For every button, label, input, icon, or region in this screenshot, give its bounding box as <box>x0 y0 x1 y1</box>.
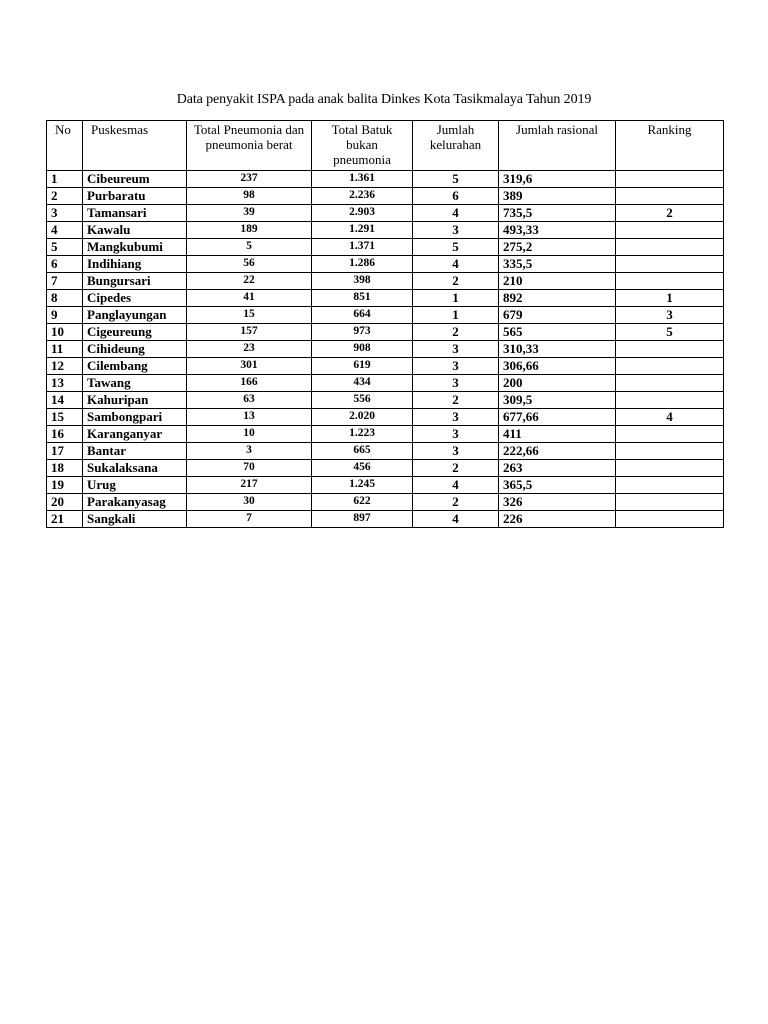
table-row <box>47 375 724 392</box>
cell-puskesmas: Cilembang <box>83 358 187 375</box>
table-row <box>47 409 724 426</box>
cell-jumlah-rasional: 319,6 <box>499 171 616 188</box>
cell-puskesmas: Cigeureung <box>83 324 187 341</box>
cell-ranking: 2 <box>616 205 724 222</box>
cell-no: 16 <box>47 426 83 443</box>
cell-puskesmas: Kahuripan <box>83 392 187 409</box>
cell-total-pneumonia: 23 <box>187 341 312 358</box>
cell-total-pneumonia: 189 <box>187 222 312 239</box>
table-row <box>47 494 724 511</box>
cell-jumlah-rasional: 263 <box>499 460 616 477</box>
cell-total-batuk: 2.020 <box>312 409 413 426</box>
table-row <box>47 239 724 256</box>
cell-no: 14 <box>47 392 83 409</box>
cell-total-pneumonia: 10 <box>187 426 312 443</box>
cell-total-pneumonia: 56 <box>187 256 312 273</box>
cell-ranking: 1 <box>616 290 724 307</box>
cell-total-pneumonia: 63 <box>187 392 312 409</box>
cell-total-pneumonia: 13 <box>187 409 312 426</box>
table-row <box>47 273 724 290</box>
cell-jumlah-kelurahan: 3 <box>413 375 499 392</box>
table-row <box>47 460 724 477</box>
cell-puskesmas: Mangkubumi <box>83 239 187 256</box>
cell-total-batuk: 556 <box>312 392 413 409</box>
cell-jumlah-rasional: 310,33 <box>499 341 616 358</box>
cell-puskesmas: Cihideung <box>83 341 187 358</box>
cell-puskesmas: Sambongpari <box>83 409 187 426</box>
table-row <box>47 324 724 341</box>
cell-total-batuk: 1.286 <box>312 256 413 273</box>
cell-puskesmas: Karanganyar <box>83 426 187 443</box>
cell-no: 19 <box>47 477 83 494</box>
table-row <box>47 477 724 494</box>
cell-total-batuk: 398 <box>312 273 413 290</box>
cell-total-batuk: 2.903 <box>312 205 413 222</box>
cell-total-pneumonia: 30 <box>187 494 312 511</box>
cell-total-pneumonia: 7 <box>187 511 312 528</box>
cell-puskesmas: Purbaratu <box>83 188 187 205</box>
table-row <box>47 188 724 205</box>
table-row <box>47 443 724 460</box>
cell-puskesmas: Cibeureum <box>83 171 187 188</box>
cell-jumlah-kelurahan: 4 <box>413 511 499 528</box>
cell-no: 6 <box>47 256 83 273</box>
cell-jumlah-kelurahan: 2 <box>413 273 499 290</box>
cell-total-batuk: 897 <box>312 511 413 528</box>
cell-jumlah-kelurahan: 3 <box>413 409 499 426</box>
cell-jumlah-rasional: 493,33 <box>499 222 616 239</box>
cell-jumlah-rasional: 200 <box>499 375 616 392</box>
cell-jumlah-rasional: 389 <box>499 188 616 205</box>
cell-jumlah-kelurahan: 4 <box>413 205 499 222</box>
cell-ranking <box>616 341 724 358</box>
cell-total-batuk: 908 <box>312 341 413 358</box>
cell-no: 17 <box>47 443 83 460</box>
cell-jumlah-rasional: 735,5 <box>499 205 616 222</box>
cell-puskesmas: Tamansari <box>83 205 187 222</box>
cell-jumlah-kelurahan: 3 <box>413 222 499 239</box>
table-row <box>47 392 724 409</box>
column-header-puskesmas: Puskesmas <box>83 121 187 171</box>
cell-ranking <box>616 494 724 511</box>
table-row <box>47 205 724 222</box>
cell-total-pneumonia: 237 <box>187 171 312 188</box>
cell-puskesmas: Bungursari <box>83 273 187 290</box>
table-row <box>47 358 724 375</box>
cell-ranking <box>616 171 724 188</box>
cell-jumlah-rasional: 306,66 <box>499 358 616 375</box>
cell-total-pneumonia: 22 <box>187 273 312 290</box>
cell-jumlah-kelurahan: 3 <box>413 426 499 443</box>
table-row <box>47 256 724 273</box>
cell-jumlah-rasional: 411 <box>499 426 616 443</box>
cell-ranking <box>616 256 724 273</box>
cell-ranking <box>616 443 724 460</box>
cell-jumlah-kelurahan: 2 <box>413 494 499 511</box>
table-row <box>47 290 724 307</box>
cell-total-pneumonia: 5 <box>187 239 312 256</box>
table-row <box>47 511 724 528</box>
cell-no: 21 <box>47 511 83 528</box>
cell-jumlah-kelurahan: 5 <box>413 239 499 256</box>
cell-ranking <box>616 273 724 290</box>
cell-jumlah-kelurahan: 3 <box>413 358 499 375</box>
cell-jumlah-rasional: 677,66 <box>499 409 616 426</box>
cell-total-pneumonia: 70 <box>187 460 312 477</box>
cell-total-batuk: 1.223 <box>312 426 413 443</box>
cell-jumlah-rasional: 275,2 <box>499 239 616 256</box>
column-header-no: No <box>47 121 83 171</box>
cell-total-batuk: 434 <box>312 375 413 392</box>
cell-puskesmas: Panglayungan <box>83 307 187 324</box>
cell-jumlah-kelurahan: 3 <box>413 341 499 358</box>
cell-jumlah-kelurahan: 4 <box>413 477 499 494</box>
cell-no: 20 <box>47 494 83 511</box>
cell-no: 18 <box>47 460 83 477</box>
cell-total-batuk: 664 <box>312 307 413 324</box>
cell-puskesmas: Bantar <box>83 443 187 460</box>
cell-puskesmas: Sukalaksana <box>83 460 187 477</box>
cell-puskesmas: Indihiang <box>83 256 187 273</box>
cell-jumlah-rasional: 892 <box>499 290 616 307</box>
cell-jumlah-rasional: 365,5 <box>499 477 616 494</box>
cell-ranking <box>616 375 724 392</box>
cell-puskesmas: Cipedes <box>83 290 187 307</box>
table-row <box>47 341 724 358</box>
cell-total-pneumonia: 15 <box>187 307 312 324</box>
cell-jumlah-rasional: 335,5 <box>499 256 616 273</box>
cell-ranking: 4 <box>616 409 724 426</box>
table-row <box>47 426 724 443</box>
cell-puskesmas: Urug <box>83 477 187 494</box>
cell-no: 10 <box>47 324 83 341</box>
cell-jumlah-rasional: 210 <box>499 273 616 290</box>
cell-ranking <box>616 426 724 443</box>
cell-total-pneumonia: 157 <box>187 324 312 341</box>
table-header-row <box>47 121 724 171</box>
cell-no: 8 <box>47 290 83 307</box>
cell-jumlah-rasional: 326 <box>499 494 616 511</box>
cell-jumlah-kelurahan: 3 <box>413 443 499 460</box>
cell-jumlah-kelurahan: 2 <box>413 460 499 477</box>
cell-no: 5 <box>47 239 83 256</box>
cell-jumlah-kelurahan: 4 <box>413 256 499 273</box>
cell-total-batuk: 665 <box>312 443 413 460</box>
column-header-total-batuk: Total Batuk bukan pneumonia <box>312 121 413 171</box>
cell-ranking <box>616 358 724 375</box>
cell-no: 3 <box>47 205 83 222</box>
cell-jumlah-kelurahan: 2 <box>413 392 499 409</box>
cell-no: 12 <box>47 358 83 375</box>
cell-no: 15 <box>47 409 83 426</box>
cell-total-batuk: 1.371 <box>312 239 413 256</box>
cell-total-batuk: 622 <box>312 494 413 511</box>
cell-total-batuk: 1.361 <box>312 171 413 188</box>
cell-ranking <box>616 188 724 205</box>
cell-no: 2 <box>47 188 83 205</box>
cell-puskesmas: Kawalu <box>83 222 187 239</box>
cell-total-batuk: 456 <box>312 460 413 477</box>
cell-jumlah-rasional: 222,66 <box>499 443 616 460</box>
cell-total-pneumonia: 217 <box>187 477 312 494</box>
cell-total-batuk: 851 <box>312 290 413 307</box>
cell-ranking <box>616 511 724 528</box>
cell-total-batuk: 973 <box>312 324 413 341</box>
cell-total-pneumonia: 41 <box>187 290 312 307</box>
cell-puskesmas: Parakanyasag <box>83 494 187 511</box>
column-header-jumlah-kelurahan: Jumlah kelurahan <box>413 121 499 171</box>
cell-no: 4 <box>47 222 83 239</box>
cell-no: 9 <box>47 307 83 324</box>
cell-total-batuk: 619 <box>312 358 413 375</box>
cell-total-pneumonia: 166 <box>187 375 312 392</box>
cell-ranking: 3 <box>616 307 724 324</box>
cell-jumlah-kelurahan: 5 <box>413 171 499 188</box>
cell-jumlah-kelurahan: 1 <box>413 307 499 324</box>
cell-jumlah-kelurahan: 2 <box>413 324 499 341</box>
document-title: Data penyakit ISPA pada anak balita Dinkes Kota Tasikmalaya Tahun 2019 <box>176 92 592 107</box>
cell-no: 1 <box>47 171 83 188</box>
table-row <box>47 307 724 324</box>
column-header-jumlah-rasional: Jumlah rasional <box>499 121 616 171</box>
cell-ranking <box>616 477 724 494</box>
table-body <box>47 171 724 528</box>
cell-ranking: 5 <box>616 324 724 341</box>
cell-total-pneumonia: 39 <box>187 205 312 222</box>
cell-jumlah-rasional: 309,5 <box>499 392 616 409</box>
cell-puskesmas: Sangkali <box>83 511 187 528</box>
cell-total-pneumonia: 98 <box>187 188 312 205</box>
cell-ranking <box>616 460 724 477</box>
cell-ranking <box>616 239 724 256</box>
cell-no: 13 <box>47 375 83 392</box>
ispa-data-table <box>46 120 724 528</box>
table-row <box>47 171 724 188</box>
cell-total-pneumonia: 301 <box>187 358 312 375</box>
table-row <box>47 222 724 239</box>
cell-total-pneumonia: 3 <box>187 443 312 460</box>
cell-jumlah-kelurahan: 1 <box>413 290 499 307</box>
column-header-total-pneumonia: Total Pneumonia dan pneumonia berat <box>187 121 312 171</box>
cell-total-batuk: 2.236 <box>312 188 413 205</box>
cell-no: 11 <box>47 341 83 358</box>
cell-total-batuk: 1.291 <box>312 222 413 239</box>
cell-ranking <box>616 392 724 409</box>
cell-jumlah-rasional: 226 <box>499 511 616 528</box>
column-header-ranking: Ranking <box>616 121 724 171</box>
cell-ranking <box>616 222 724 239</box>
cell-puskesmas: Tawang <box>83 375 187 392</box>
cell-no: 7 <box>47 273 83 290</box>
cell-jumlah-rasional: 679 <box>499 307 616 324</box>
cell-jumlah-kelurahan: 6 <box>413 188 499 205</box>
cell-total-batuk: 1.245 <box>312 477 413 494</box>
cell-jumlah-rasional: 565 <box>499 324 616 341</box>
